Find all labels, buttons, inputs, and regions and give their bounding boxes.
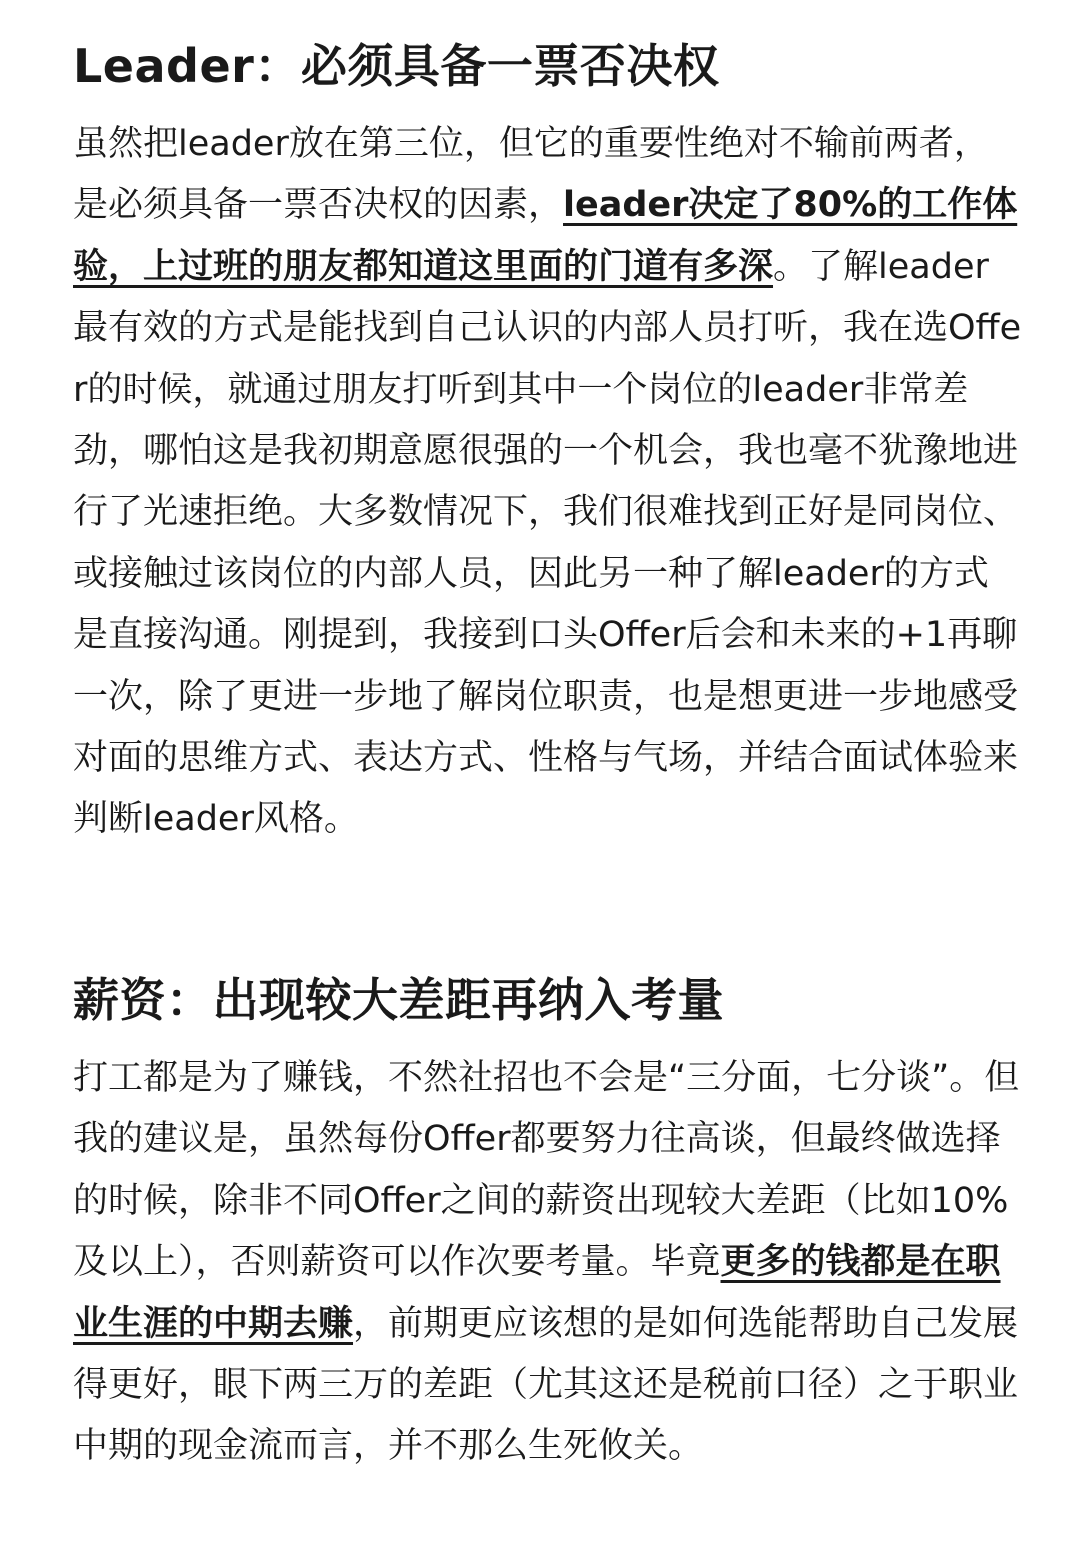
paragraph-leader-text-2: 。了解leader最有效的方式是能找到自己认识的内部人员打听，我在选Offer的时候，就通过朋友打听到其中一个岗位的leader非常差劲，哪怕这是我初期意愿很强的一个机会，我也毫不犹豫地进行了光速拒绝。大多数情况下，我们很难找到正好是同岗位、或接触过该岗位的内部人员，因此另一种了解leader的方式是直接沟通。刚提到，我接到口头Offer后会和未来的+1再聊一次，除了更进一步地了解岗位职责，也是想更进一步地感受对面的思维方式、表达方式、性格与气场，并结合面试体验来判断leader风格。 [73, 246, 1022, 840]
paragraph-leader [73, 114, 1023, 851]
paragraph-leader-text-1: 虽然把leader放在第三位，但它的重要性绝对不输前两者，是必须具备一票否决权的因素， [73, 124, 989, 226]
paragraph-leader-emphasis: leader决定了80%的工作体验，上过班的朋友都知道这里面的门道有多深 [73, 185, 1018, 287]
paragraph-salary-text-2: ，前期更应该想的是如何选能帮助自己发展得更好，眼下两三万的差距（尤其这还是税前口径）之于职业中期的现金流而言，并不那么生死攸关。 [73, 1303, 1019, 1467]
section-title-leader: Leader：必须具备一票否决权 [73, 39, 720, 93]
section-title-salary: 薪资：出现较大差距再纳入考量 [73, 973, 724, 1027]
paragraph-salary-emphasis: 更多的钱都是在职业生涯的中期去赚 [73, 1242, 1001, 1344]
paragraph-salary [73, 1048, 1023, 1478]
paragraph-salary-text-1: 打工都是为了赚钱，不然社招也不会是“三分面，七分谈”。但我的建议是，虽然每份Offer都要努力往高谈，但最终做选择的时候，除非不同Offer之间的薪资出现较大差距（比如10%及以上），否则薪资可以作次要考量。毕竟 [73, 1058, 1020, 1283]
